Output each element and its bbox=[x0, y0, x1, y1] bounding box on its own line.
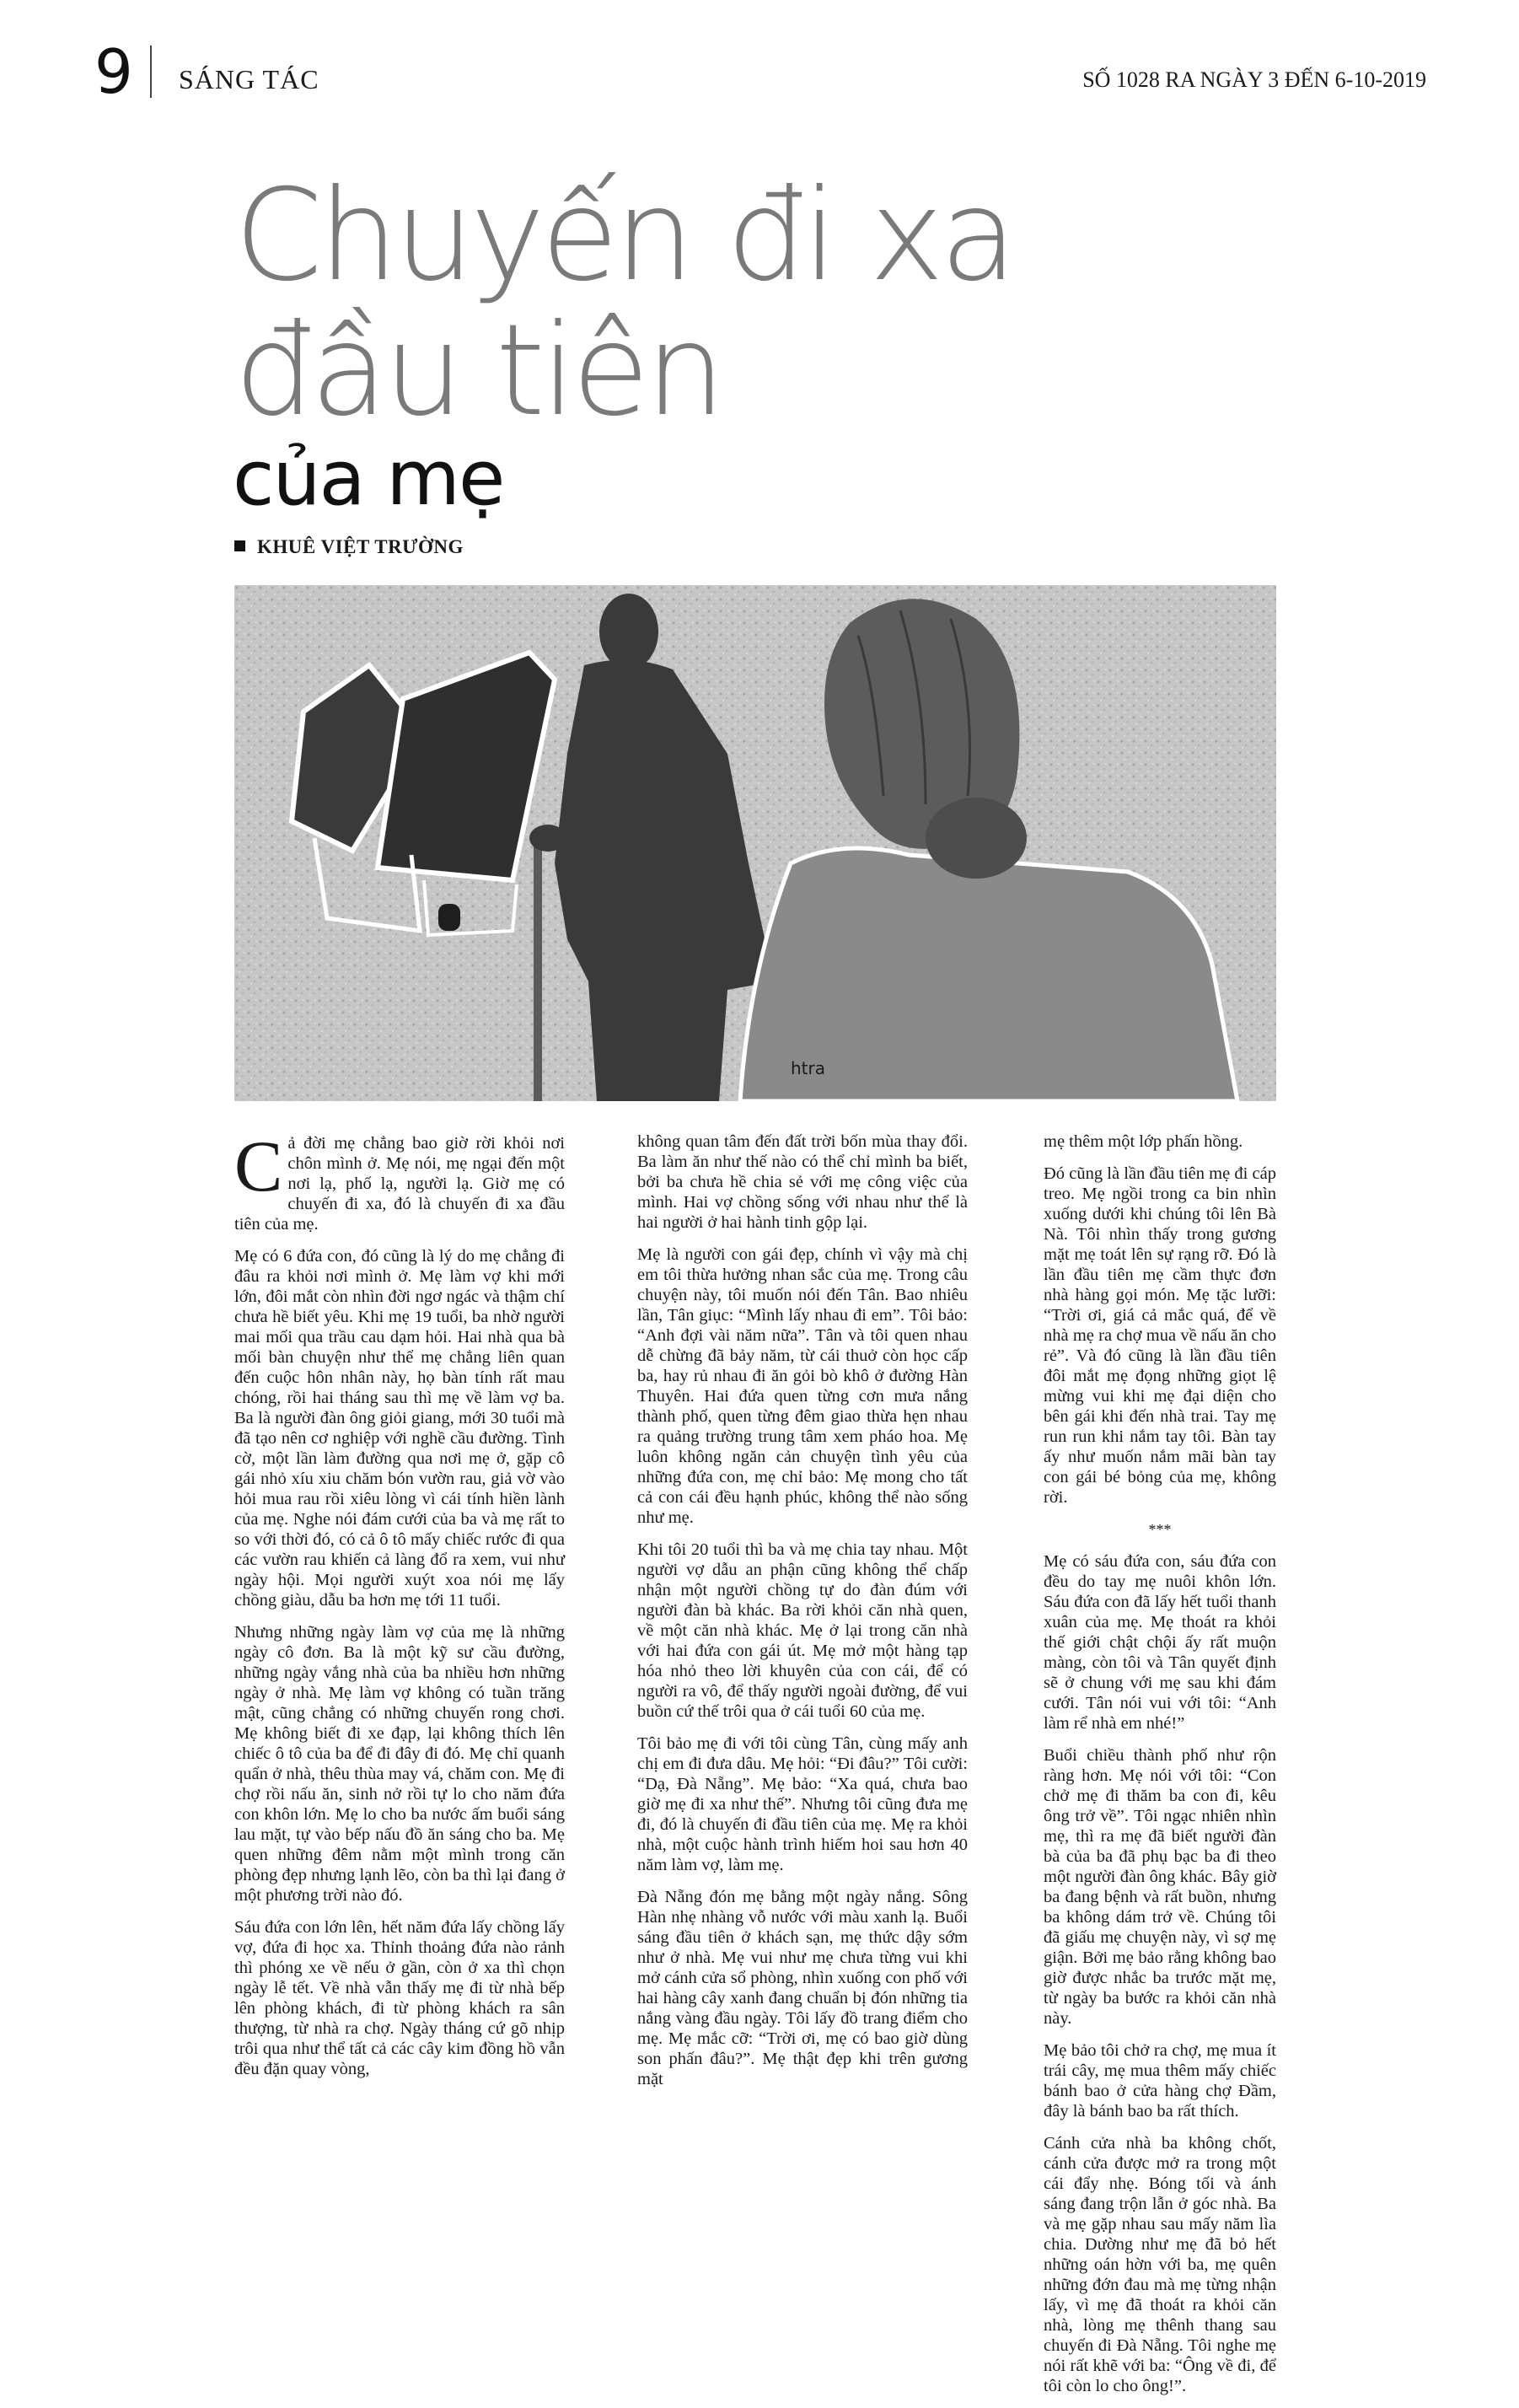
body-column-1 bbox=[234, 1126, 565, 2091]
paragraph: Cánh cửa nhà ba không chốt, cánh cửa được mở ra trong một cái đẩy nhẹ. Bóng tối và ánh sáng đang trộn lẫn ở góc nhà. Ba và mẹ gặp nhau sau mấy năm lìa chia. Dường như mẹ đã bỏ hết những oán hờn với ba, mẹ quên những đớn đau mà mẹ từng nhận lấy, vì mẹ đã thoát ra khỏi căn nhà, lòng mẹ thênh thang sau chuyến đi Đà Nẵng. Tôi nghe mẹ nói rất khẽ với ba: “Ông về đi, để tôi còn lo cho ông!”. bbox=[1044, 2134, 1276, 2395]
paragraph: Sáu đứa con lớn lên, hết năm đứa lấy chồng lấy vợ, đứa đi học xa. Thỉnh thoảng đứa nào rảnh thì phóng xe về nếu ở gần, còn ở xa thì chọn ngày lễ tết. Về nhà vẫn thấy mẹ đi từ nhà bếp lên phòng khách, đi từ phòng khách ra sân thượng, từ nhà ra chợ. Ngày tháng cứ gõ nhịp trôi qua như thể tất cả các cây kim đồng hồ vẫn đều đặn quay vòng, bbox=[234, 1918, 565, 2078]
paragraph: Đà Nẵng đón mẹ bằng một ngày nắng. Sông Hàn nhẹ nhàng vỗ nước với màu xanh lạ. Buổi sáng đầu tiên ở khách sạn, mẹ thức dậy sớm như ở nhà. Mẹ vui như mẹ chưa từng vui khi mở cánh cửa sổ phòng, nhìn xuống con phố với hai hàng cây xanh đang chuẩn bị đón những tia nắng vàng đầu ngày. Tôi lấy đồ trang điểm cho mẹ. Mẹ mắc cỡ: “Trời ơi, mẹ có bao giờ dùng son phấn đâu?”. Mẹ thật đẹp khi trên gương mặt bbox=[637, 1888, 968, 2088]
issue-info: SỐ 1028 RA NGÀY 3 ĐẾN 6-10-2019 bbox=[1082, 67, 1426, 92]
article-illustration bbox=[234, 585, 1276, 1101]
body-column-3 bbox=[1044, 1131, 1276, 2408]
paragraph: Mẹ là người con gái đẹp, chính vì vậy mà chị em tôi thừa hưởng nhan sắc của mẹ. Trong câu chuyện này, tôi muốn nói đến Tân. Bao nhiêu lần, Tân giục: “Mình lấy nhau đi em”. Tôi bảo: “Anh đợi vài năm nữa”. Tân và tôi quen nhau dễ chừng đã bảy năm, từ cái thuở còn học cấp ba, hay rủ nhau đi ăn gỏi bò khô ở đường Hàn Thuyên. Hai đứa quen từng cơn mưa nắng thành phố, quen từng đêm giao thừa hẹn nhau ra quảng trường trung tâm xem pháo hoa. Mẹ luôn không ngăn cản chuyện tình yêu của những đứa con, mẹ chỉ bảo: Mẹ mong cho tất cả con cái đều hạnh phúc, không thể nào sống như mẹ. bbox=[637, 1245, 968, 1527]
paragraph: Tôi bảo mẹ đi với tôi cùng Tân, cùng mấy anh chị em đi đưa dâu. Mẹ hỏi: “Đi đâu?” Tôi cười: “Dạ, Đà Nẵng”. Mẹ bảo: “Xa quá, chưa bao giờ mẹ đi xa như thế”. Nhưng tôi cũng đưa mẹ đi, đó là chuyến đi đầu tiên của mẹ. Mẹ ra khỏi nhà, một cuộc hành trình hiếm hoi sau hơn 40 năm làm vợ, làm mẹ. bbox=[637, 1734, 968, 1874]
article-subtitle: của mẹ bbox=[233, 434, 504, 523]
paragraph: Mẹ có 6 đứa con, đó cũng là lý do mẹ chẳng đi đâu ra khỏi nơi mình ở. Mẹ làm vợ khi mới lớn, đôi mắt còn nhìn đời ngơ ngác và thậm chí chưa hề biết yêu. Khi mẹ 19 tuổi, ba nhờ người mai mối qua trầu cau dạm hỏi. Hai nhà qua bà mối bàn chuyện như thể mẹ chẳng liên quan đến cuộc hôn nhân này, họ bàn tính rất mau chóng, rồi hai tháng sau thì mẹ về làm vợ ba. Ba là người đàn ông giỏi giang, mới 30 tuổi mà đã tạo nên cơ nghiệp với nghề cầu đường. Tình cờ, một lần làm đường qua nơi mẹ ở, gặp cô gái nhỏ xíu xiu chăm bón vườn rau, giả vờ vào hỏi mua rau rồi xiêu lòng vì cái tính hiền lành của mẹ. Nghe nói đám cưới của ba và mẹ rất to so với thời đó, có cả ô tô mấy chiếc rước đi qua các vườn rau khiến cả làng đổ ra xem, vui như ngày hội. Mọi người xuýt xoa nói mẹ lấy chồng giàu, dẫu ba hơn mẹ tới 11 tuổi. bbox=[234, 1247, 565, 1610]
body-column-2 bbox=[637, 1131, 968, 2101]
header-divider bbox=[150, 46, 152, 98]
article-body bbox=[234, 1126, 1276, 2395]
title-line-1: Chuyến đi xa bbox=[234, 163, 1013, 309]
title-line-2: đầu tiên bbox=[234, 298, 722, 444]
author-name: KHUÊ VIỆT TRƯỜNG bbox=[257, 536, 464, 557]
paragraph: Cả đời mẹ chẳng bao giờ rời khỏi nơi chôn mình ở. Mẹ nói, mẹ ngại đến một nơi lạ, phố lạ, người lạ. Giờ mẹ có chuyến đi xa, đó là chuyến đi xa đầu tiên của mẹ. bbox=[234, 1126, 565, 1234]
paragraph: Mẹ bảo tôi chở ra chợ, mẹ mua ít trái cây, mẹ mua thêm mấy chiếc bánh bao ở cửa hàng chợ Đầm, đây là bánh bao ba rất thích. bbox=[1044, 2041, 1276, 2120]
paragraph: mẹ thêm một lớp phấn hồng. bbox=[1044, 1132, 1243, 1151]
paragraph: Mẹ có sáu đứa con, sáu đứa con đều do tay mẹ nuôi khôn lớn. Sáu đứa con đã lấy hết tuổi thanh xuân của mẹ. Mẹ thoát ra khỏi thế giới chật chội ấy rất muộn màng, còn tôi và Tân quyết định sẽ ở chung với mẹ sau khi đám cưới. Tân nói vui với tôi: “Anh làm rể nhà em nhé!” bbox=[1044, 1552, 1276, 1733]
paragraph: Đó cũng là lần đầu tiên mẹ đi cáp treo. Mẹ ngồi trong ca bin nhìn xuống dưới khi chúng tôi lên Bà Nà. Tôi nhìn thấy trong gương mặt mẹ toát lên sự rạng rỡ. Đó là lần đầu tiên mẹ cầm thực đơn nhà hàng gọi món. Mẹ tặc lưỡi: “Trời ơi, giá cả mắc quá, để về nhà mẹ ra chợ mua về nấu ăn cho rẻ”. Và đó cũng là lần đầu tiên đôi mắt mẹ đọng những giọt lệ mừng vui khi mẹ đại diện cho bên gái khi đến nhà trai. Tay mẹ run run khi nắm tay tôi. Bàn tay ấy như muốn nắm mãi bàn tay con gái bé bỏng của mẹ, không rời. bbox=[1044, 1164, 1276, 1507]
paragraph: không quan tâm đến đất trời bốn mùa thay đổi. Ba làm ăn như thế nào có thể chỉ mình ba biết, bởi ba chưa hề chia sẻ với mẹ công việc của mình. Hai vợ chồng sống với nhau như thể là hai người ở hai hành tinh gộp lại. bbox=[637, 1132, 968, 1232]
article-title bbox=[234, 163, 1330, 444]
author-byline bbox=[234, 536, 464, 558]
paragraph: Buổi chiều thành phố như rộn ràng hơn. Mẹ nói với tôi: “Con chở mẹ đi thăm ba con đi, kêu ông trở về”. Tôi ngạc nhiên nhìn mẹ, thì ra mẹ đã biết người đàn bà của ba đã phụ bạc ba đi theo một người đàn ông khác. Bây giờ ba đang bệnh và rất buồn, nhưng ba không dám trở về. Chúng tôi đã giấu mẹ chuyện này, vì sợ mẹ giận. Bởi mẹ bảo rằng không bao giờ được nhắc ba trước mặt mẹ, từ ngày ba bước ra khỏi căn nhà này. bbox=[1044, 1746, 1276, 2028]
section-name: SÁNG TÁC bbox=[179, 64, 319, 94]
drop-cap: C bbox=[234, 1126, 283, 1207]
paragraph: Nhưng những ngày làm vợ của mẹ là những ngày cô đơn. Ba là một kỹ sư cầu đường, những ngày vắng nhà của ba nhiều hơn những ngày ở nhà. Mẹ làm vợ không có tuần trăng mật, cũng chẳng có những chuyến rong chơi. Mẹ không biết đi xe đạp, lại không thích lên chiếc ô tô của ba để đi đây đi đó. Mẹ chỉ quanh quẩn ở nhà, thêu thùa may vá, chăm con. Mẹ đi chợ rồi nấu ăn, sinh nở rồi tự lo cho năm đứa con khôn lớn. Mẹ lo cho ba nước ấm buổi sáng lau mặt, tự vào bếp nấu đồ ăn sáng cho ba. Mẹ quen những đêm nằm một mình trong căn phòng đẹp nhưng lạnh lẽo, còn ba thì lại đang ở một phương trời nào đó. bbox=[234, 1623, 565, 1905]
section-separator: *** bbox=[1148, 1521, 1172, 1538]
illustration-svg bbox=[234, 585, 1276, 1101]
square-bullet-icon bbox=[234, 540, 245, 551]
page-number: 9 bbox=[94, 36, 133, 107]
illustrator-signature: htra bbox=[791, 1058, 825, 1078]
paragraph: Khi tôi 20 tuổi thì ba và mẹ chia tay nhau. Một người vợ dẫu an phận cũng không thể chấp nhận một người chồng tự do đàn đúm với người đàn bà khác. Ba rời khỏi căn nhà quen, về một căn nhà khác. Mẹ ở lại trong căn nhà với hai đứa con gái út. Mẹ mở một hàng tạp hóa nhỏ theo lời khuyên của con cái, để có người ra vô, để thấy người ngoài đường, để vui buồn cứ thế trôi qua ở cái tuổi 60 của mẹ. bbox=[637, 1540, 968, 1721]
page-header bbox=[94, 34, 1426, 118]
